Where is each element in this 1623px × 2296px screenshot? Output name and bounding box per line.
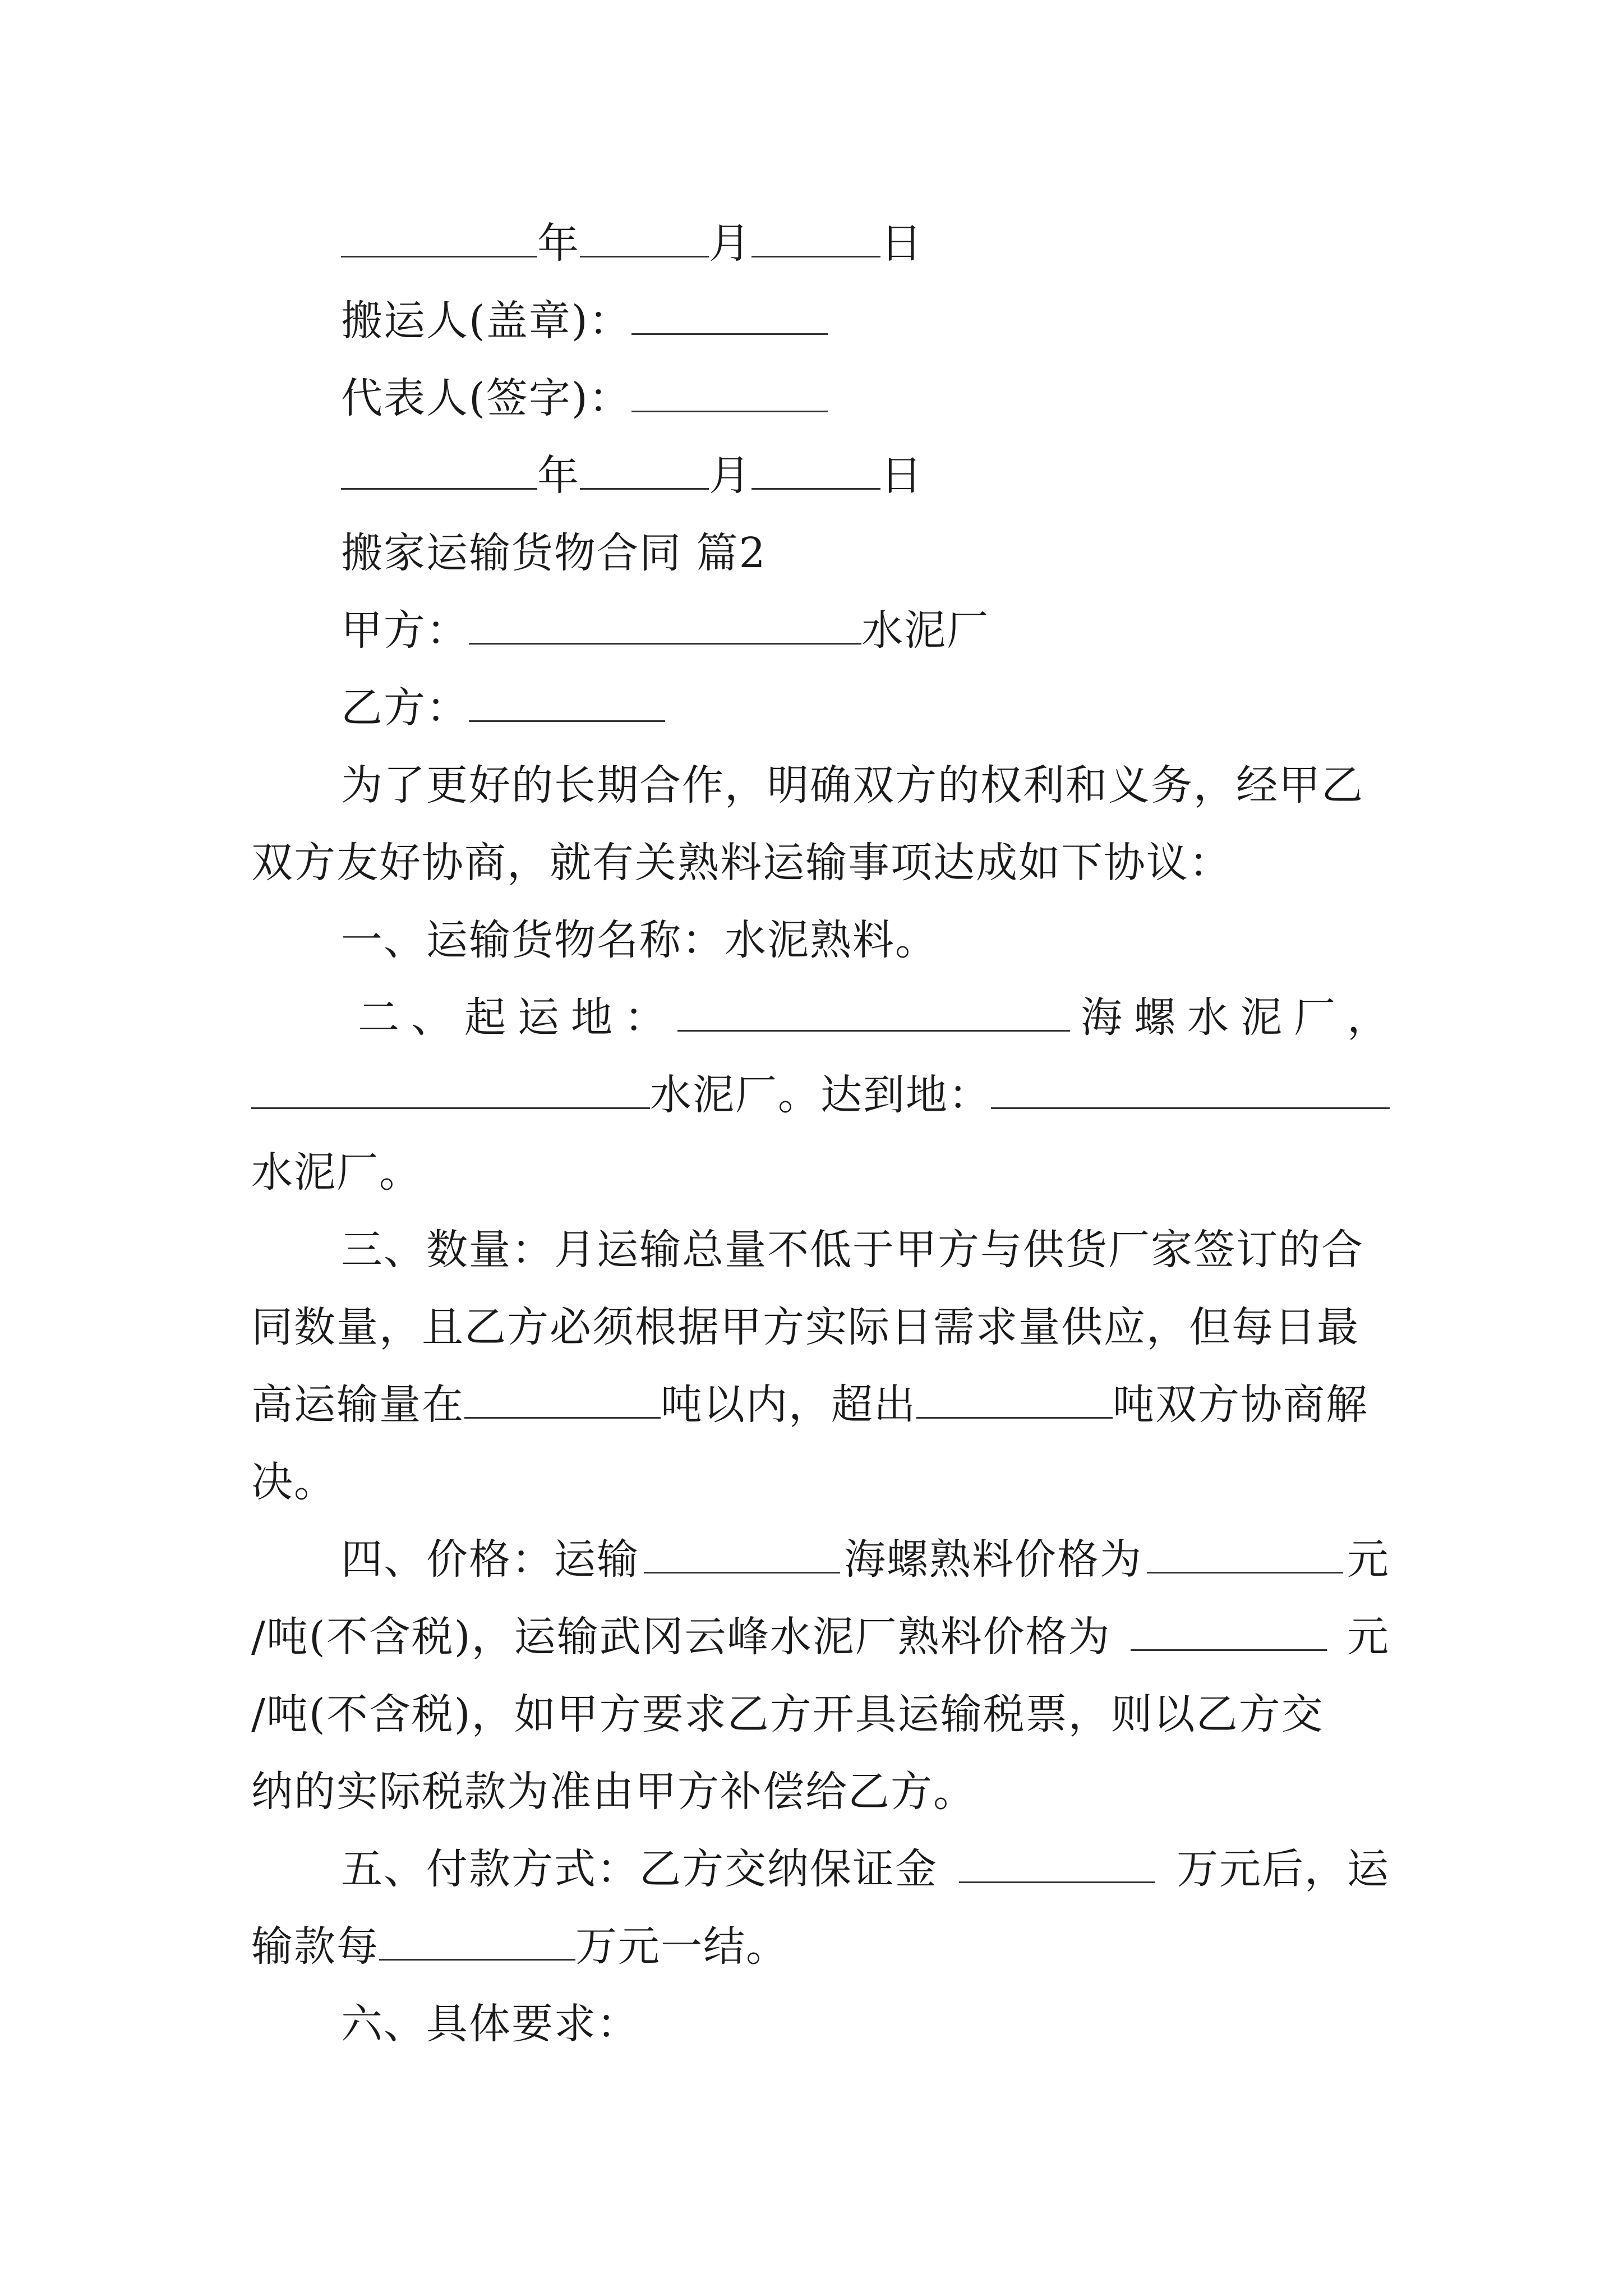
date-line-1: 年 月 日 [341,219,1390,268]
year-blank [341,453,537,490]
price-blank-2 [1131,1614,1327,1651]
item-2-line-3: 水泥厂。 [251,1148,422,1197]
item-5-line-2: 输款每 万元一结。 [251,1922,789,1971]
item-4-line-1: 四、价格：运输 海螺熟料价格为 元 [341,1535,1390,1584]
deposit-blank [959,1847,1155,1883]
contract-title: 搬家运输货物合同 篇2 [341,529,767,577]
item-3-line-1: 三、数量：月运输总量不低于甲方与供货厂家签订的合 [341,1226,1364,1274]
intro-line-2: 双方友好协商，就有关熟料运输事项达成如下协议： [251,839,1232,887]
intro-line-1: 为了更好的长期合作，明确双方的权利和义务，经甲乙 [341,761,1364,809]
party-b-blank [469,685,665,722]
year-blank [341,221,537,257]
representative-sign-blank [631,376,828,412]
item-4-line-4: 纳的实际税款为准由甲方补偿给乙方。 [251,1768,976,1816]
carrier-seal-blank [631,298,828,335]
excess-tons-blank [916,1382,1113,1419]
item-3-line-4: 决。 [251,1458,336,1506]
destination-blank [991,1073,1390,1109]
party-a-blank [469,608,861,645]
item-4-line-3: /吨(不含税)，如甲方要求乙方开具运输税票，则以乙方交 [251,1690,1324,1738]
party-b-line: 乙方： [341,683,1390,733]
item-2-line-1: 二 、 起 运 地 ： 海 螺 水 泥 厂 ， [358,993,1390,1042]
item-4-line-2: /吨(不含税)，运输武冈云峰水泥厂熟料价格为 元 [251,1613,1390,1661]
month-blank [580,221,709,257]
day-blank [751,453,880,490]
origin-blank-2 [251,1073,650,1109]
representative-sign-line: 代表人(签字)： [341,374,1390,423]
party-a-line: 甲方： 水泥厂 [341,606,989,655]
carrier-seal-line: 搬运人(盖章)： [341,296,1390,346]
price-blank-1 [1147,1537,1343,1573]
item-5-line-1: 五、付款方式：乙方交纳保证金 万元后，运 [341,1845,1390,1893]
month-blank [580,453,709,490]
item-6: 六、具体要求： [341,2000,639,2048]
date-line-2: 年 月 日 [341,451,1390,500]
item-3-line-2: 同数量，且乙方必须根据甲方实际日需求量供应，但每日最 [251,1303,1359,1351]
item-1: 一、运输货物名称：水泥熟料。 [341,916,938,964]
item-2-line-2: 水泥厂。达到地： [251,1070,1390,1120]
origin-blank [677,995,1070,1032]
max-tons-blank [464,1382,661,1419]
item-3-line-3: 高运输量在 吨以内，超出 吨双方协商解 [251,1381,1368,1429]
day-blank [751,221,880,257]
transport-blank [644,1537,840,1573]
settlement-blank [379,1924,575,1961]
